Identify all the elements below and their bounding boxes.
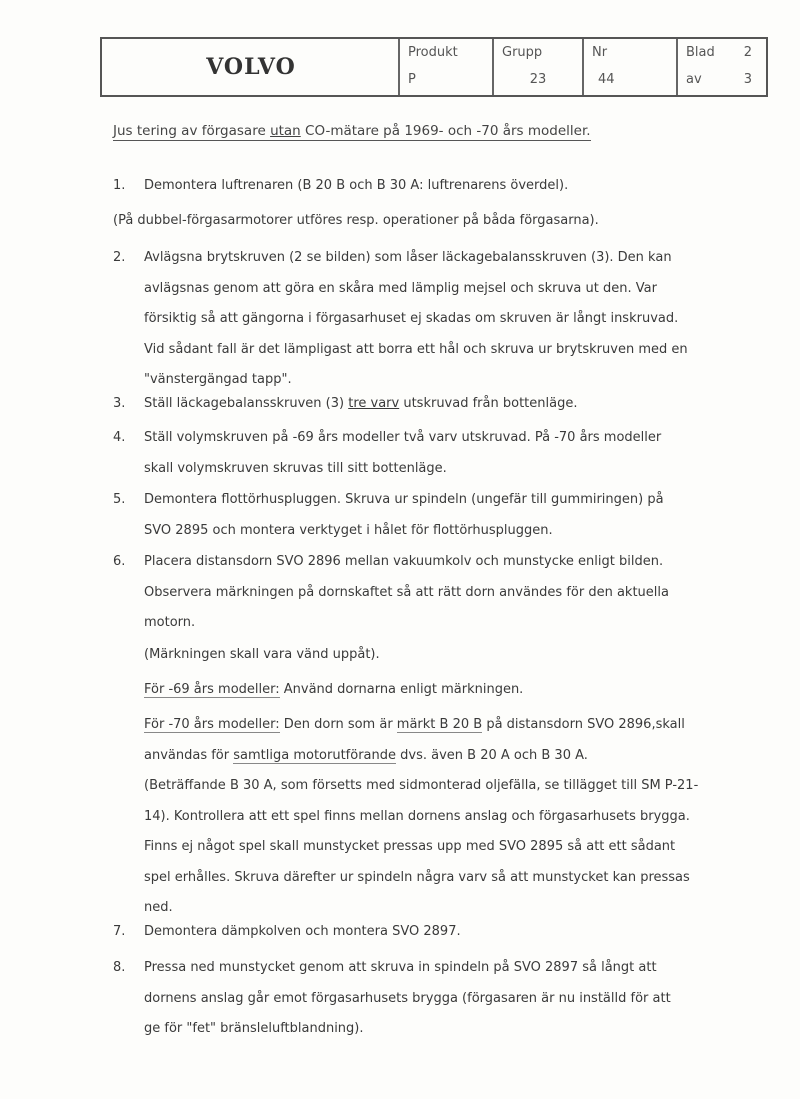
step-6-70-label: För -70 års modeller: [144, 717, 280, 732]
grupp-label: Grupp [502, 45, 543, 60]
step-6-note: (Märkningen skall vara vänd uppåt). [144, 647, 380, 662]
title-underline: utan [270, 123, 301, 139]
produkt-label: Produkt [408, 45, 458, 60]
nr-label: Nr [592, 45, 608, 60]
nr-cell [582, 39, 676, 95]
grupp-cell [492, 39, 582, 95]
step-1-number: 1. [113, 178, 126, 193]
note-dubbel: (På dubbel-förgasarmotorer utföres resp. operationer på båda förgasarna). [113, 213, 599, 228]
step-3-b: utskruvad från bottenläge. [399, 396, 578, 411]
blad-cell [676, 39, 766, 95]
step-2-number: 2. [113, 250, 126, 265]
produkt-cell [398, 39, 492, 95]
step-6-b30-note: (Beträffande B 30 A, som försetts med sidmonterad oljefälla, se tillägget till SM P-21-14). Kontrollera att ett spel finns mellan dornens anslag och förgasarhusets brygga. Finns ej något spel skall munstycket pressas upp med SVO 2895 så att ett sådant spel erhålles. Skruva därefter ur spindeln några varv så att munstycket kan pressas ned. [144, 778, 699, 915]
blad-value: 2 [743, 45, 752, 60]
step-8 [113, 953, 688, 1045]
step-6-69-label: För -69 års modeller: [144, 682, 280, 697]
page-title [113, 123, 591, 141]
nr-value: 44 [598, 72, 615, 87]
step-3-text [144, 389, 688, 420]
step-1 [113, 171, 688, 202]
step-5-text: Demontera flottörhuspluggen. Skruva ur spindeln (ungefär till gummiringen) på SVO 2895 och montera verktyget i hålet för flottörhuspluggen. [144, 492, 664, 538]
title-part1: Jus tering av förgasare [113, 123, 271, 139]
step-1-text: Demontera luftrenaren (B 20 B och B 30 A: luftrenarens överdel). [144, 178, 569, 193]
step-7 [113, 917, 688, 948]
step-4 [113, 423, 688, 484]
step-4-text: Ställ volymskruven på -69 års modeller två varv utskruvad. På -70 års modeller skall volymskruven skruvas till sitt bottenläge. [144, 430, 662, 476]
step-2-text: Avlägsna brytskruven (2 se bilden) som låser läckagebalansskruven (3). Den kan avlägsnas genom att göra en skåra med lämplig mejsel och skruva ut den. Var försiktig så att gängorna i förgasarhuset ej skadas om skruven är långt inskruvad. Vid sådant fall är det lämpligast att borra ett hål och skruva ur brytskruven med en "vänstergängad tapp". [144, 250, 688, 387]
blad-label: Blad [686, 45, 715, 60]
step-6-70-a: Den dorn som är [279, 717, 397, 732]
volvo-logo: VOLVO [206, 54, 296, 80]
step-4-number: 4. [113, 430, 126, 445]
step-5 [113, 485, 688, 546]
step-6-69-models [144, 675, 704, 706]
step-2 [113, 243, 688, 396]
step-3-underline: tre varv [348, 396, 400, 411]
step-3-a: Ställ läckagebalansskruven (3) [144, 396, 349, 411]
step-6-70-c: dvs. även B 20 A och B 30 A. [396, 747, 588, 763]
step-8-text: Pressa ned munstycket genom att skruva in spindeln på SVO 2897 så långt att dornens anslag går emot förgasarhusets brygga (förgasaren är nu inställd för att ge för "fet" bränsleluftblandning). [144, 960, 671, 1036]
grupp-value: 23 [529, 72, 547, 87]
document-header [100, 37, 768, 97]
step-7-text: Demontera dämpkolven och montera SVO 2897. [144, 924, 461, 939]
step-6-70-b: på distansdorn SVO 2896,skall användas för [144, 717, 685, 763]
step-6 [113, 547, 688, 639]
title-part2: CO-mätare på 1969- och -70 års modeller. [300, 123, 591, 139]
step-7-number: 7. [113, 924, 126, 939]
step-6-number: 6. [113, 554, 126, 569]
step-6-70-marked: märkt B 20 B [396, 717, 483, 732]
step-6-70-models [144, 710, 704, 771]
step-6-69-text: Använd dornarna enligt märkningen. [279, 682, 524, 697]
av-label: av [686, 72, 702, 87]
step-6-text: Placera distansdorn SVO 2896 mellan vakuumkolv och munstycke enligt bilden. Observera märkningen på dornskaftet så att rätt dorn användes för den aktuella motorn. [144, 554, 669, 630]
step-3 [113, 389, 688, 420]
produkt-value: P [408, 72, 416, 87]
step-8-number: 8. [113, 960, 126, 975]
step-5-number: 5. [113, 492, 126, 507]
step-3-number: 3. [113, 396, 126, 411]
step-6-70-samtliga: samtliga motorutförande [233, 747, 397, 763]
av-value: 3 [743, 72, 752, 87]
